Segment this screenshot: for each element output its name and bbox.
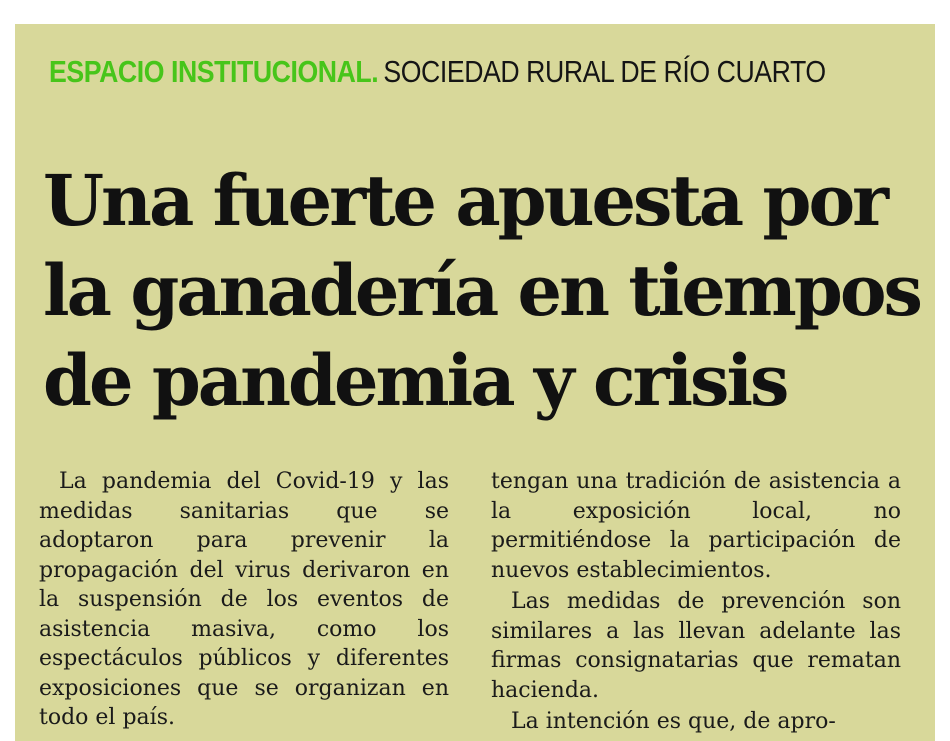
kicker-section: SOCIEDAD RURAL DE RÍO CUARTO [383, 54, 826, 89]
article-panel [15, 24, 935, 741]
body-column-right [491, 467, 901, 737]
body-paragraph: tengan una tradición de asistencia a la exposición local, no permitiéndose la participación de nuevos establecimientos. [491, 469, 901, 583]
headline: Una fuerte apuesta por la ganadería en tiempos de pandemia y crisis [43, 159, 920, 422]
body-paragraph: Las medidas de prevención son similares a las llevan adelante las firmas consignatarias que rematan hacienda. [491, 589, 901, 703]
body-column-left [39, 467, 449, 733]
kicker-accent: ESPACIO INSTITUCIONAL. [49, 54, 379, 89]
kicker [49, 54, 826, 90]
body-paragraph: La pandemia del Covid-19 y las medidas sanitarias que se adoptaron para prevenir la propagación del virus derivaron en la suspensión de los eventos de asistencia masiva, como los espectáculos públicos y diferentes exposiciones que se organizan en todo el país. [39, 469, 449, 730]
body-paragraph: La intención es que, de apro- [511, 709, 836, 734]
